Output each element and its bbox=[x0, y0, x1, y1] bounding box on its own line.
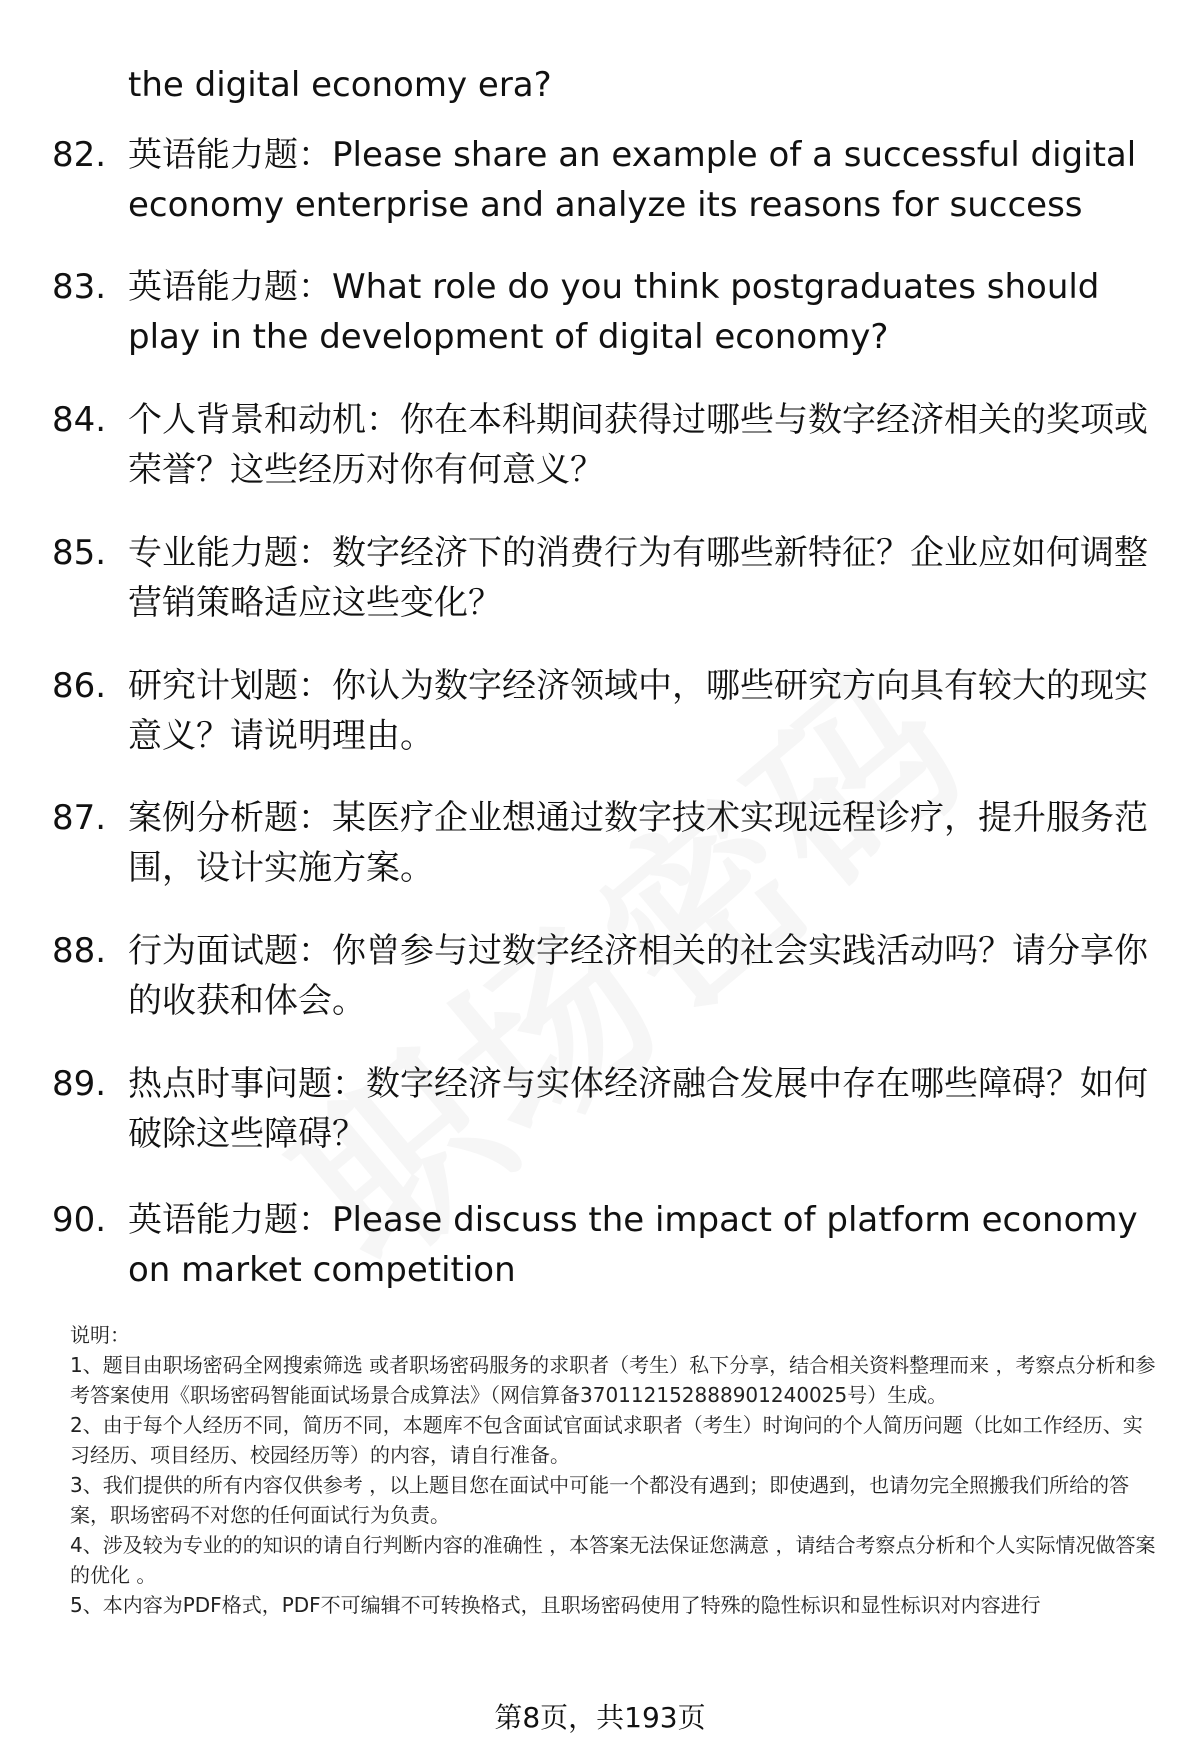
question-number: 88. bbox=[52, 931, 107, 971]
question-text: 英语能力题：What role do you think postgraduates should play in the development of digital economy? bbox=[128, 267, 1100, 357]
note-item: 3、我们提供的所有内容仅供参考 ，以上题目您在面试中可能一个都没有遇到；即使遇到，也请勿完全照搬我们所给的答案，职场密码不对您的任何面试行为负责。 bbox=[70, 1473, 1130, 1527]
question-text: 专业能力题：数字经济下的消费行为有哪些新特征？企业应如何调整营销策略适应这些变化？ bbox=[128, 533, 1148, 623]
notes-section bbox=[70, 1320, 1160, 1620]
note-item: 2、由于每个人经历不同，简历不同，本题库不包含面试官面试求职者（考生）时询问的个人简历问题（比如工作经历、实习经历、项目经历、校园经历等）的内容，请自行准备。 bbox=[70, 1413, 1143, 1467]
question-continuation: the digital economy era? bbox=[128, 65, 552, 105]
question-number: 87. bbox=[52, 798, 107, 838]
question-text: 个人背景和动机：你在本科期间获得过哪些与数字经济相关的奖项或荣誉？这些经历对你有何意义？ bbox=[128, 400, 1148, 490]
question-text: 案例分析题：某医疗企业想通过数字技术实现远程诊疗，提升服务范围，设计实施方案。 bbox=[128, 798, 1148, 888]
question-number: 82. bbox=[52, 135, 107, 175]
question-number: 84. bbox=[52, 400, 107, 440]
question-text: 英语能力题：Please discuss the impact of platform economy on market competition bbox=[128, 1200, 1138, 1290]
note-item: 1、题目由职场密码全网搜索筛选 或者职场密码服务的求职者（考生）私下分享，结合相关资料整理而来 ，考察点分析和参考答案使用《职场密码智能面试场景合成算法》（网信算备370112152888901240025号）生成。 bbox=[70, 1353, 1156, 1407]
note-item: 4、涉及较为专业的的知识的请自行判断内容的准确性 ，本答案无法保证您满意 ，请结合考察点分析和个人实际情况做答案的优化 。 bbox=[70, 1533, 1156, 1587]
question-number: 86. bbox=[52, 666, 107, 706]
notes-heading: 说明： bbox=[70, 1323, 130, 1347]
question-number: 89. bbox=[52, 1064, 107, 1104]
question-number: 85. bbox=[52, 533, 107, 573]
question-text: 英语能力题：Please share an example of a successful digital economy enterprise and analyze its reasons for success bbox=[128, 135, 1137, 225]
note-item: 5、本内容为PDF格式，PDF不可编辑不可转换格式，且职场密码使用了特殊的隐性标识和显性标识对内容进行 bbox=[70, 1593, 1041, 1617]
question-text: 行为面试题：你曾参与过数字经济相关的社会实践活动吗？请分享你的收获和体会。 bbox=[128, 931, 1148, 1021]
question-number: 83. bbox=[52, 267, 107, 307]
page-footer: 第8页，共193页 bbox=[494, 1701, 706, 1734]
question-number: 90. bbox=[52, 1200, 107, 1240]
question-text: 研究计划题：你认为数字经济领域中，哪些研究方向具有较大的现实意义？请说明理由。 bbox=[128, 666, 1148, 756]
question-text: 热点时事问题：数字经济与实体经济融合发展中存在哪些障碍？如何破除这些障碍？ bbox=[128, 1064, 1148, 1154]
